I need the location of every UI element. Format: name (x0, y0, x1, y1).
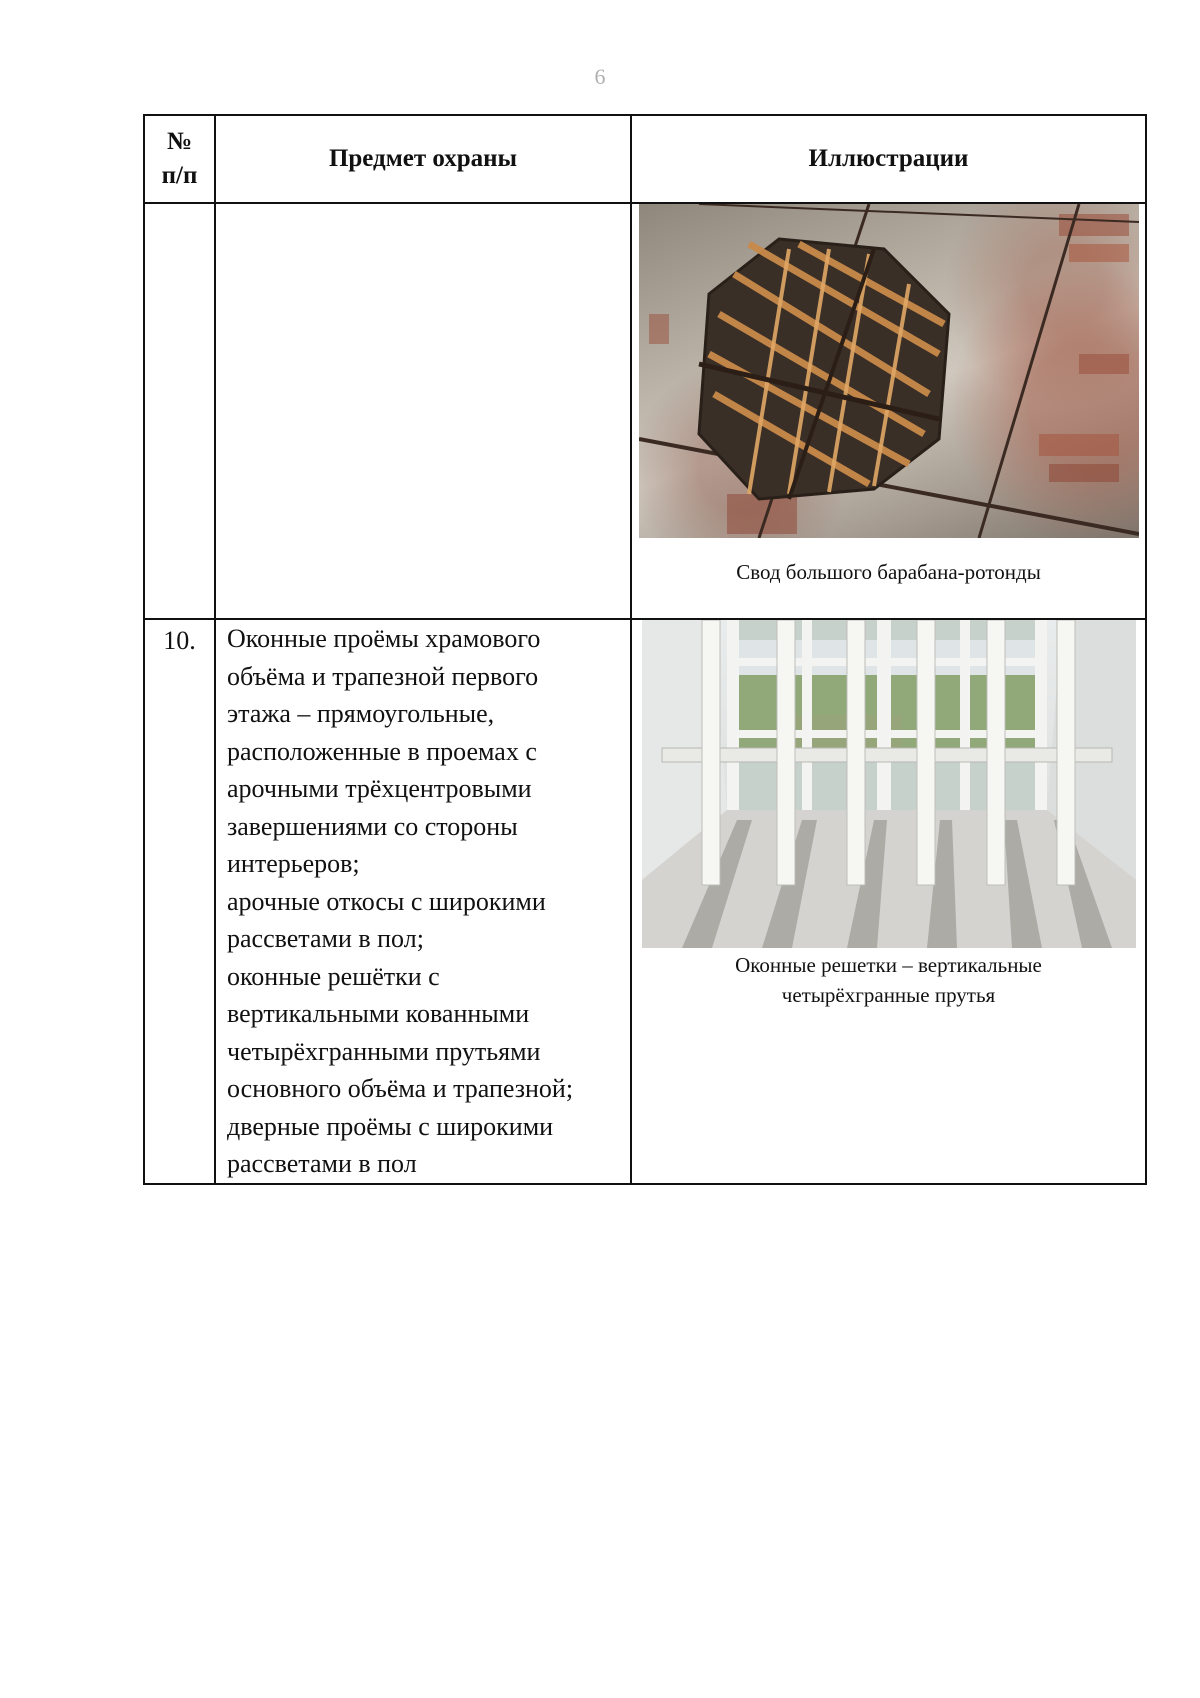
vault-photo-drawing (639, 204, 1139, 538)
window-grille-photo (642, 620, 1136, 948)
subject-line: дверные проёмы с широкими (227, 1111, 554, 1141)
caption-line: Оконные решетки – вертикальные (735, 953, 1042, 977)
row-illustration (631, 203, 1146, 619)
subject-line: объёма и трапезной первого (227, 661, 539, 691)
subject-line: основного объёма и трапезной; (227, 1074, 574, 1103)
subject-line: завершениями со стороны (227, 811, 518, 841)
header-illustrations: Иллюстрации (631, 115, 1146, 203)
row-num: 10. (144, 619, 215, 1184)
row-subject (215, 203, 631, 619)
window-grille-drawing (642, 620, 1136, 948)
header-subject: Предмет охраны (215, 115, 631, 203)
row-subject (215, 619, 631, 1184)
subject-line: рассветами в пол (227, 1149, 417, 1178)
subject-line: рассветами в пол; (227, 924, 424, 953)
header-num: № п/п (144, 115, 215, 203)
subject-line: расположенные в проемах с (227, 736, 537, 766)
protection-subject-table (143, 114, 1147, 1185)
vault-photo (639, 204, 1139, 538)
page-number: 6 (594, 64, 606, 89)
table-header-row (144, 115, 1146, 203)
window-grille-caption (632, 950, 1145, 1010)
subject-line: арочные откосы с широкими (227, 886, 546, 916)
subject-line: этажа – прямоугольные, (227, 699, 495, 728)
table-row (144, 203, 1146, 619)
subject-line: вертикальными кованными (227, 999, 530, 1028)
subject-line: арочными трёхцентровыми (227, 774, 532, 803)
vault-photo-caption: Свод большого барабана-ротонды (736, 560, 1041, 584)
table-row (144, 619, 1146, 1184)
subject-line: интерьеров; (227, 849, 360, 878)
row-num (144, 203, 215, 619)
row-illustration (631, 619, 1146, 1184)
subject-line: оконные решётки с (227, 961, 440, 991)
subject-line: четырёхгранными прутьями (227, 1036, 541, 1066)
subject-line: Оконные проёмы храмового (227, 624, 541, 653)
caption-line: четырёхгранные прутья (781, 983, 996, 1007)
